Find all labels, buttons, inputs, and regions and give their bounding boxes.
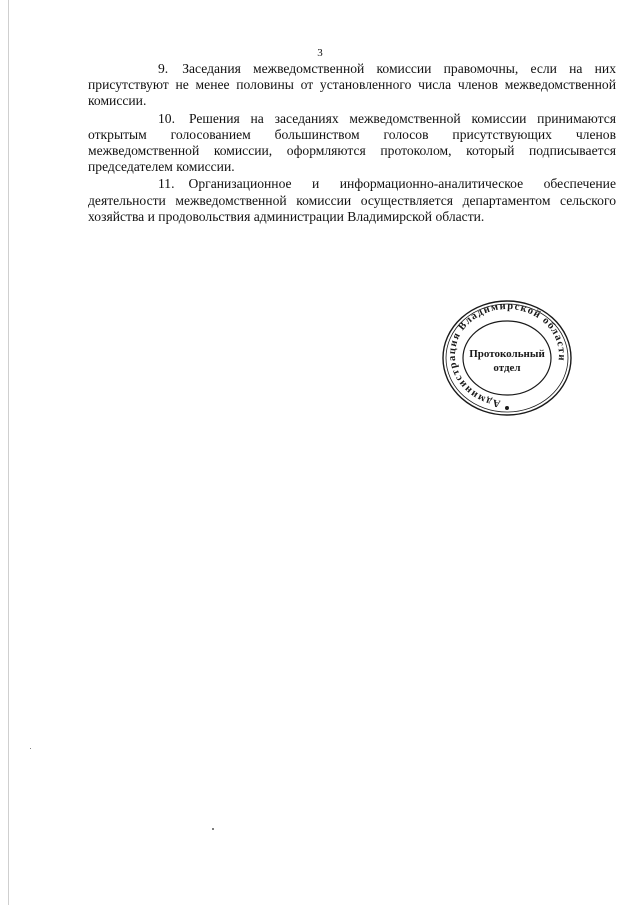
- paragraph-text: Решения на заседаниях межведомственной комиссии принимаются открытым голосованием большинством голосов присутствующих членов межведомственной комиссии, оформляются протоколом, который подписывается председателем комиссии.: [88, 110, 616, 175]
- stamp-ring-text: Администрация Владимирской области: [446, 300, 568, 409]
- stamp-center-line-1: Протокольный: [469, 348, 545, 360]
- protocol-department-stamp: [440, 298, 574, 418]
- stamp-star-mark: [505, 406, 509, 410]
- stamp-center-line-2: отдел: [493, 362, 521, 374]
- paragraph-number: 11.: [158, 176, 175, 192]
- paragraph-11: [88, 176, 616, 225]
- paragraph-number: 9.: [158, 61, 169, 76]
- paragraph-text: Заседания межведомственной комиссии правомочны, если на них присутствуют не менее половины от установленного числа членов межведомственной комиссии.: [88, 61, 616, 109]
- paragraph-9: [88, 61, 616, 110]
- paragraph-10: [88, 111, 616, 176]
- page-number: 3: [317, 47, 323, 59]
- scan-speck: [30, 748, 31, 749]
- document-body: [88, 61, 616, 226]
- scan-speck: [212, 828, 214, 830]
- paragraph-text: Организационное и информационно-аналитическое обеспечение деятельности межведомственной комиссии осуществляется департаментом сельского хозяйства и продовольствия администрации Владимирской области.: [88, 176, 616, 224]
- stamp-graphic: [440, 298, 574, 418]
- page-left-edge: [8, 0, 9, 905]
- paragraph-number: 10.: [158, 110, 175, 126]
